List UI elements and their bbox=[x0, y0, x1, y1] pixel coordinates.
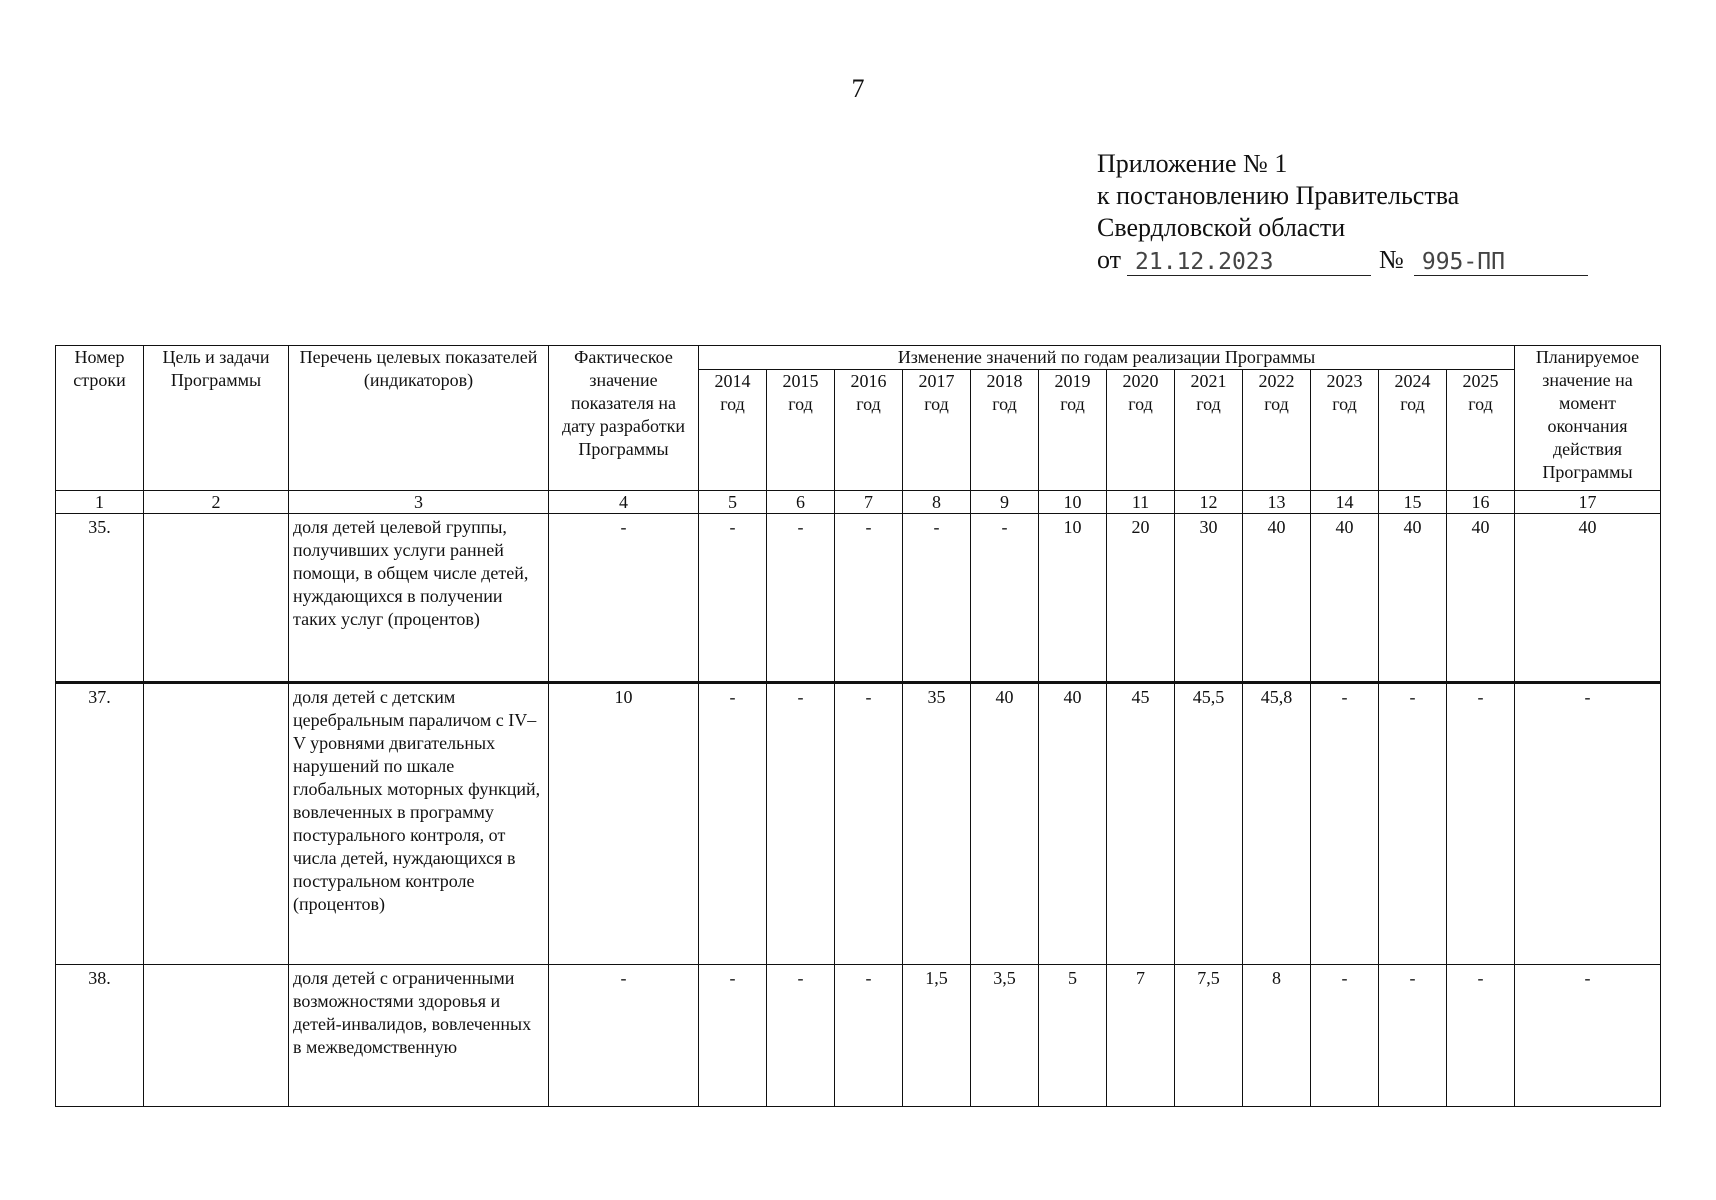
header-year: 2024 год bbox=[1379, 370, 1447, 491]
row-year-value: - bbox=[1311, 965, 1379, 1107]
appendix-title: Приложение № 1 bbox=[1097, 149, 1288, 178]
column-numbers-row bbox=[56, 491, 1661, 514]
row-year-value: 8 bbox=[1243, 965, 1311, 1107]
row-actual-value: - bbox=[549, 514, 699, 683]
row-year-value: - bbox=[1447, 965, 1515, 1107]
row-year-value: 45,8 bbox=[1243, 683, 1311, 965]
header-planned-value: Планируемое значение на момент окончания действия Программы bbox=[1515, 346, 1661, 491]
row-year-value: - bbox=[699, 683, 767, 965]
column-number: 7 bbox=[835, 491, 903, 514]
column-number: 17 bbox=[1515, 491, 1661, 514]
header-year: 2015 год bbox=[767, 370, 835, 491]
row-year-value: 40 bbox=[1039, 683, 1107, 965]
row-actual-value: - bbox=[549, 965, 699, 1107]
row-year-value: - bbox=[1379, 683, 1447, 965]
header-year: 2022 год bbox=[1243, 370, 1311, 491]
row-indicator: доля детей с детским церебральным параличом с IV–V уровнями двигательных нарушений по шкале глобальных моторных функций, вовлеченных в программу постурального контроля, от числа детей, нуждающихся в постуральном контроле (процентов) bbox=[289, 683, 549, 965]
row-goal bbox=[144, 965, 289, 1107]
column-number: 11 bbox=[1107, 491, 1175, 514]
header-actual-value: Фактическое значение показателя на дату разработки Программы bbox=[549, 346, 699, 491]
row-actual-value: 10 bbox=[549, 683, 699, 965]
row-number: 38. bbox=[56, 965, 144, 1107]
header-indicators: Перечень целевых показателей (индикаторов) bbox=[289, 346, 549, 491]
column-number: 8 bbox=[903, 491, 971, 514]
header-changes-by-year: Изменение значений по годам реализации Программы bbox=[699, 346, 1515, 370]
column-number: 14 bbox=[1311, 491, 1379, 514]
column-number: 10 bbox=[1039, 491, 1107, 514]
row-indicator: доля детей с ограниченными возможностями здоровья и детей-инвалидов, вовлеченных в межведомственную bbox=[289, 965, 549, 1107]
row-year-value: 10 bbox=[1039, 514, 1107, 683]
row-year-value: 7,5 bbox=[1175, 965, 1243, 1107]
header-year: 2018 год bbox=[971, 370, 1039, 491]
header-year: 2014 год bbox=[699, 370, 767, 491]
row-indicator: доля детей целевой группы, получивших услуги ранней помощи, в общем числе детей, нуждающихся в получении таких услуг (процентов) bbox=[289, 514, 549, 683]
row-year-value: 45 bbox=[1107, 683, 1175, 965]
column-number: 12 bbox=[1175, 491, 1243, 514]
row-year-value: - bbox=[767, 514, 835, 683]
row-year-value: 3,5 bbox=[971, 965, 1039, 1107]
column-number: 9 bbox=[971, 491, 1039, 514]
from-label: от bbox=[1097, 245, 1122, 274]
header-year: 2023 год bbox=[1311, 370, 1379, 491]
appendix-region: Свердловской области bbox=[1097, 213, 1346, 242]
row-year-value: 40 bbox=[1243, 514, 1311, 683]
row-year-value: - bbox=[699, 514, 767, 683]
column-number: 13 bbox=[1243, 491, 1311, 514]
row-year-value: 35 bbox=[903, 683, 971, 965]
row-year-value: 45,5 bbox=[1175, 683, 1243, 965]
column-number: 2 bbox=[144, 491, 289, 514]
row-year-value: - bbox=[835, 514, 903, 683]
header-year: 2017 год bbox=[903, 370, 971, 491]
number-label: № bbox=[1379, 245, 1404, 274]
indicators-table bbox=[55, 345, 1661, 1107]
row-year-value: - bbox=[971, 514, 1039, 683]
row-year-value: - bbox=[835, 965, 903, 1107]
column-number: 4 bbox=[549, 491, 699, 514]
row-year-value: 40 bbox=[1379, 514, 1447, 683]
row-year-value: 7 bbox=[1107, 965, 1175, 1107]
header-year: 2019 год bbox=[1039, 370, 1107, 491]
row-year-value: - bbox=[767, 965, 835, 1107]
column-number: 5 bbox=[699, 491, 767, 514]
row-year-value: - bbox=[1447, 683, 1515, 965]
row-year-value: 40 bbox=[1447, 514, 1515, 683]
row-year-value: 20 bbox=[1107, 514, 1175, 683]
column-number: 3 bbox=[289, 491, 549, 514]
header-row-number: Номер строки bbox=[56, 346, 144, 491]
appendix-resolution: к постановлению Правительства bbox=[1097, 181, 1460, 210]
row-year-value: 30 bbox=[1175, 514, 1243, 683]
table-row bbox=[56, 514, 1661, 683]
page-number: 7 bbox=[851, 74, 865, 103]
header-year: 2025 год bbox=[1447, 370, 1515, 491]
row-year-value: - bbox=[835, 683, 903, 965]
column-number: 15 bbox=[1379, 491, 1447, 514]
row-goal bbox=[144, 514, 289, 683]
resolution-number: 995-ПП bbox=[1414, 249, 1588, 276]
table-row bbox=[56, 683, 1661, 965]
row-year-value: 5 bbox=[1039, 965, 1107, 1107]
column-number: 16 bbox=[1447, 491, 1515, 514]
header-year: 2016 год bbox=[835, 370, 903, 491]
column-number: 1 bbox=[56, 491, 144, 514]
appendix-date-number-line bbox=[1097, 244, 1588, 276]
table-row bbox=[56, 965, 1661, 1107]
header-goals: Цель и задачи Программы bbox=[144, 346, 289, 491]
row-year-value: 40 bbox=[1311, 514, 1379, 683]
row-year-value: 40 bbox=[971, 683, 1039, 965]
row-year-value: - bbox=[767, 683, 835, 965]
row-year-value: 1,5 bbox=[903, 965, 971, 1107]
header-year: 2020 год bbox=[1107, 370, 1175, 491]
row-year-value: - bbox=[699, 965, 767, 1107]
row-planned-value: - bbox=[1515, 965, 1661, 1107]
row-goal bbox=[144, 683, 289, 965]
resolution-date: 21.12.2023 bbox=[1127, 249, 1371, 276]
header-year: 2021 год bbox=[1175, 370, 1243, 491]
row-planned-value: 40 bbox=[1515, 514, 1661, 683]
appendix-header bbox=[1097, 148, 1588, 276]
row-number: 35. bbox=[56, 514, 144, 683]
column-number: 6 bbox=[767, 491, 835, 514]
row-year-value: - bbox=[903, 514, 971, 683]
row-planned-value: - bbox=[1515, 683, 1661, 965]
row-year-value: - bbox=[1379, 965, 1447, 1107]
row-year-value: - bbox=[1311, 683, 1379, 965]
row-number: 37. bbox=[56, 683, 144, 965]
